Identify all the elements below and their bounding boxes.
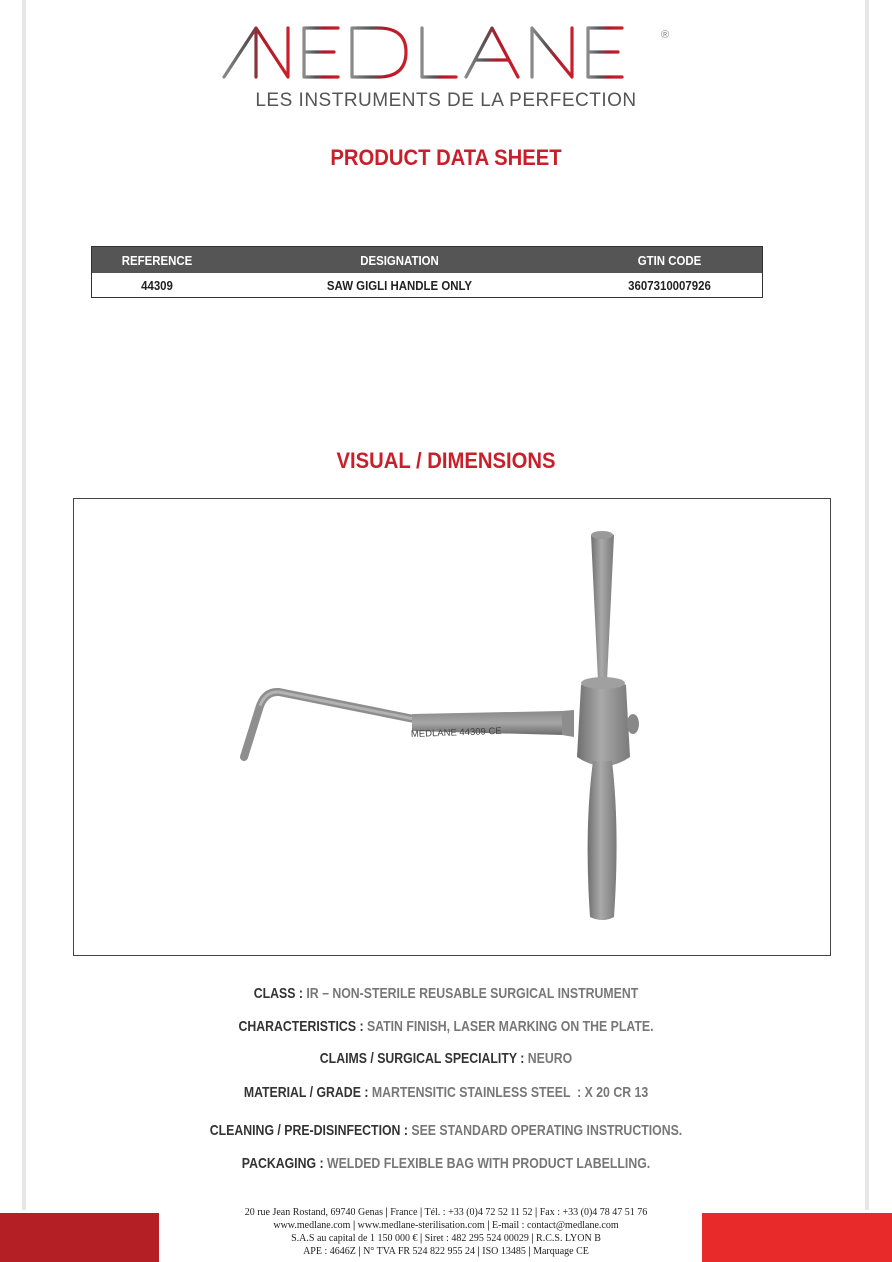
footer-website-link[interactable]: www.medlane.com [273, 1220, 351, 1231]
spec-material-label: MATERIAL / GRADE : [243, 1084, 369, 1101]
gigli-saw-handle-image [74, 499, 832, 957]
footer-email-link[interactable]: E-mail : contact@medlane.com [491, 1220, 619, 1231]
header-reference: REFERENCE [121, 252, 193, 268]
cell-designation: SAW GIGLI HANDLE ONLY [326, 277, 473, 293]
footer-siret: Siret : 482 295 524 00029 [424, 1233, 529, 1244]
spec-characteristics-label: CHARACTERISTICS : [238, 1018, 364, 1035]
footer-fax: Fax : +33 (0)4 78 47 51 76 [539, 1207, 648, 1218]
footer-rcs: R.C.S. LYON B [536, 1233, 601, 1244]
footer-sterilisation-link[interactable]: www.medlane-sterilisation.com [357, 1220, 485, 1231]
spec-cleaning-label: CLEANING / PRE-DISINFECTION : [209, 1122, 408, 1139]
footer-line-address: 20 rue Jean Rostand, 69740 Genas | France | Tél. : +33 (0)4 72 52 11 52 | Fax : +33 (0)4 78 47 51 76 [244, 1207, 648, 1218]
table-header-row [92, 247, 762, 273]
footer-ce: Marquage CE [533, 1246, 589, 1257]
spec-speciality-value: NEURO [524, 1050, 573, 1067]
svg-text:MEDLANE 44309 CE: MEDLANE 44309 CE [410, 725, 502, 740]
footer-address: 20 rue Jean Rostand, 69740 Genas [244, 1207, 384, 1218]
spec-characteristics-value: SATIN FINISH, LASER MARKING ON THE PLATE. [363, 1018, 654, 1035]
footer-country: France [390, 1207, 418, 1218]
page-border-right [865, 0, 869, 1210]
cell-reference: 44309 [141, 277, 173, 293]
svg-text:®: ® [661, 29, 670, 41]
spec-cleaning [80, 1122, 811, 1139]
header-designation: DESIGNATION [360, 252, 439, 268]
page-border-left [22, 0, 26, 1210]
spec-speciality-label: CLAIMS / SURGICAL SPECIALITY : [319, 1050, 525, 1067]
footer-capital: S.A.S au capital de 1 150 000 € [291, 1233, 418, 1244]
footer [0, 1206, 892, 1258]
cell-gtin: 3607310007926 [628, 277, 711, 293]
footer-line-registration: APE : 4646Z | N° TVA FR 524 822 955 24 | ISO 13485 | Marquage CE [303, 1246, 589, 1257]
product-visual-frame [73, 498, 831, 956]
header-gtin: GTIN CODE [637, 252, 702, 268]
footer-line-company: S.A.S au capital de 1 150 000 € | Siret : 482 295 524 00029 | R.C.S. LYON B [291, 1233, 601, 1244]
product-data-sheet-title: PRODUCT DATA SHEET [330, 145, 562, 170]
spec-material [80, 1084, 811, 1101]
spec-packaging-value: WELDED FLEXIBLE BAG WITH PRODUCT LABELLING. [323, 1155, 651, 1172]
spec-speciality [80, 1050, 811, 1067]
table-row [92, 273, 762, 297]
tagline: LES INSTRUMENTS DE LA PERFECTION [255, 90, 637, 111]
spec-packaging-label: PACKAGING : [241, 1155, 324, 1172]
spec-class-label: CLASS : [253, 985, 303, 1002]
spec-material-value: MARTENSITIC STAINLESS STEEL : X 20 CR 13 [368, 1084, 649, 1101]
medlane-logo [220, 22, 672, 82]
spec-packaging [80, 1155, 811, 1172]
footer-ape: APE : 4646Z [303, 1246, 356, 1257]
footer-iso: ISO 13485 [482, 1246, 526, 1257]
spec-class-value: IR – NON-STERILE REUSABLE SURGICAL INSTRUMENT [302, 985, 639, 1002]
spec-class [80, 985, 811, 1002]
reference-table [91, 246, 763, 298]
footer-line-web: www.medlane.com | www.medlane-sterilisation.com | E-mail : contact@medlane.com [273, 1220, 619, 1231]
spec-characteristics [80, 1018, 811, 1035]
spec-cleaning-value: SEE STANDARD OPERATING INSTRUCTIONS. [407, 1122, 683, 1139]
footer-vat: N° TVA FR 524 822 955 24 [363, 1246, 476, 1257]
visual-dimensions-title: VISUAL / DIMENSIONS [336, 448, 556, 473]
footer-phone: Tél. : +33 (0)4 72 52 11 52 [424, 1207, 533, 1218]
